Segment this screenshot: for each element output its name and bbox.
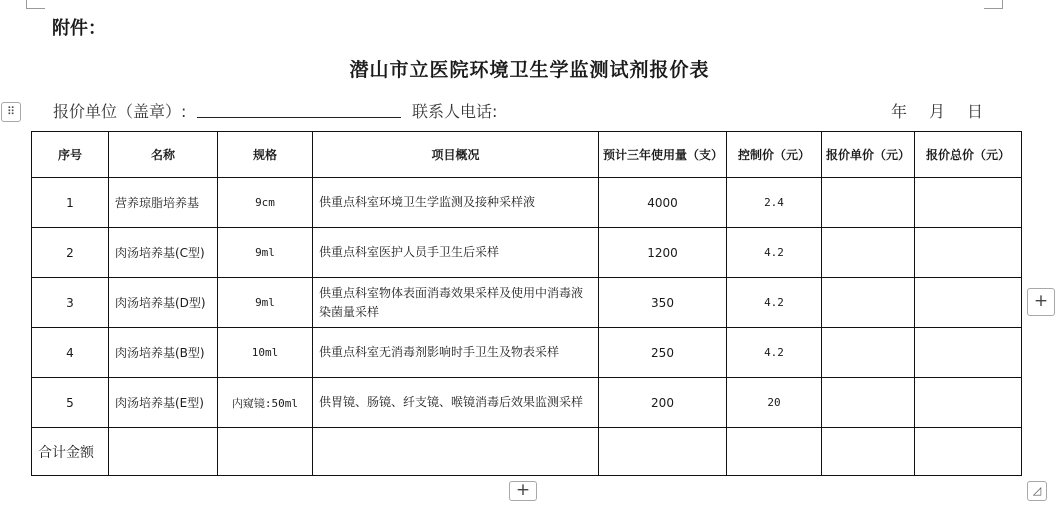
row-number: 4 [32,328,109,378]
header-cell: 控制价（元） [727,132,822,178]
item-description: 供重点科室物体表面消毒效果采样及使用中消毒液染菌量采样 [313,278,599,328]
row-number: 5 [32,378,109,428]
date-month: 月 [929,102,946,121]
table-row [32,328,1022,378]
drag-handle-icon[interactable]: ⠿ [1,102,21,122]
item-name: 肉汤培养基(C型) [109,228,218,278]
header-cell: 序号 [32,132,109,178]
header-cell: 报价单价（元） [822,132,915,178]
quote-total-price-cell[interactable] [915,278,1022,328]
header-cell: 名称 [109,132,218,178]
item-spec: 9ml [218,228,313,278]
item-name: 营养琼脂培养基 [109,178,218,228]
control-price: 4.2 [727,328,822,378]
total-empty-cell[interactable] [599,428,727,476]
total-amount-label: 合计金额 [32,428,109,476]
item-name: 肉汤培养基(E型) [109,378,218,428]
date-year: 年 [891,102,908,121]
total-empty-cell[interactable] [822,428,915,476]
total-row [32,428,1022,476]
date-day: 日 [967,102,984,121]
table-row [32,278,1022,328]
row-number: 3 [32,278,109,328]
item-quantity: 1200 [599,228,727,278]
table-row [32,378,1022,428]
table-row [32,228,1022,278]
total-empty-cell[interactable] [218,428,313,476]
quote-unit-label: 报价单位（盖章）: [53,102,187,121]
quote-total-price-cell[interactable] [915,328,1022,378]
control-price: 20 [727,378,822,428]
control-price: 4.2 [727,278,822,328]
contact-phone-label: 联系人电话: [412,102,498,121]
total-empty-cell[interactable] [313,428,599,476]
quote-total-price-cell[interactable] [915,228,1022,278]
page-title: 潜山市立医院环境卫生学监测试剂报价表 [349,59,710,81]
item-quantity: 350 [599,278,727,328]
item-quantity: 200 [599,378,727,428]
item-spec: 9ml [218,278,313,328]
resize-corner-icon[interactable]: ◿ [1027,481,1047,501]
quote-total-price-cell[interactable] [915,378,1022,428]
quote-unit-blank[interactable] [197,117,401,118]
total-empty-cell[interactable] [915,428,1022,476]
quote-unit-price-cell[interactable] [822,378,915,428]
header-cell: 规格 [218,132,313,178]
add-row-button[interactable]: + [509,481,537,501]
header-cell: 报价总价（元） [915,132,1022,178]
quote-unit-price-cell[interactable] [822,278,915,328]
item-spec: 9cm [218,178,313,228]
quote-table [31,131,1022,476]
quote-unit-price-cell[interactable] [822,328,915,378]
total-empty-cell[interactable] [109,428,218,476]
item-quantity: 4000 [599,178,727,228]
header-cell: 预计三年使用量（支） [599,132,727,178]
item-spec: 内窥镜:50ml [218,378,313,428]
item-spec: 10ml [218,328,313,378]
attachment-label: 附件： [52,18,106,39]
control-price: 4.2 [727,228,822,278]
item-description: 供重点科室医护人员手卫生后采样 [313,228,599,278]
item-quantity: 250 [599,328,727,378]
quote-unit-price-cell[interactable] [822,178,915,228]
table-row [32,178,1022,228]
table-header-row [32,132,1022,178]
page-corner-mark [26,0,45,9]
page-corner-mark [984,0,1003,9]
item-name: 肉汤培养基(D型) [109,278,218,328]
item-description: 供胃镜、肠镜、纤支镜、喉镜消毒后效果监测采样 [313,378,599,428]
item-description: 供重点科室环境卫生学监测及接种采样液 [313,178,599,228]
quote-total-price-cell[interactable] [915,178,1022,228]
header-cell: 项目概况 [313,132,599,178]
row-number: 1 [32,178,109,228]
item-name: 肉汤培养基(B型) [109,328,218,378]
control-price: 2.4 [727,178,822,228]
row-number: 2 [32,228,109,278]
item-description: 供重点科室无消毒剂影响时手卫生及物表采样 [313,328,599,378]
quote-unit-price-cell[interactable] [822,228,915,278]
add-column-button[interactable]: + [1027,288,1055,316]
total-empty-cell[interactable] [727,428,822,476]
